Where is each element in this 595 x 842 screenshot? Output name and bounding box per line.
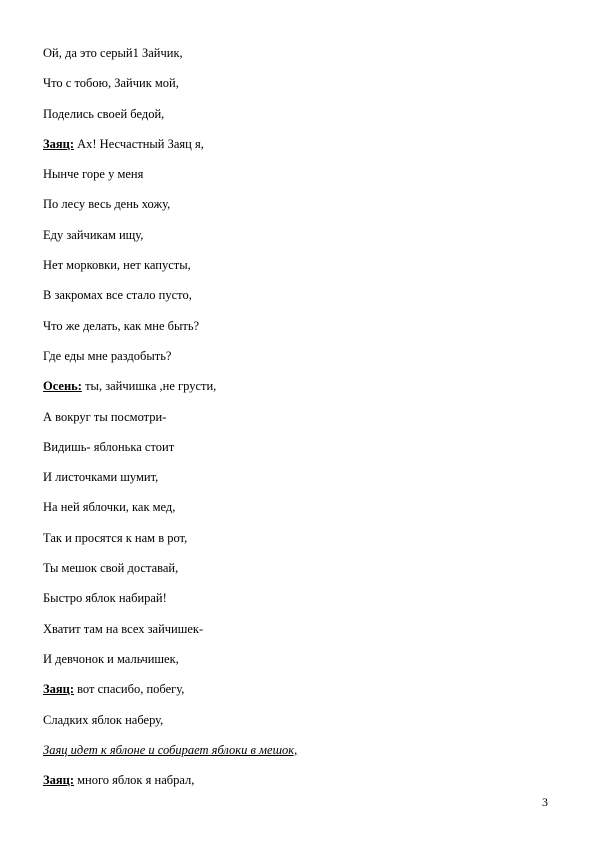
line-text: На ней яблочки, как мед, bbox=[43, 500, 176, 515]
line-text: Еду зайчикам ищу, bbox=[43, 227, 144, 242]
text-line bbox=[43, 591, 563, 621]
text-line bbox=[43, 167, 563, 197]
text-line bbox=[43, 228, 563, 258]
text-line bbox=[43, 713, 563, 743]
line-text: А вокруг ты посмотри- bbox=[43, 409, 167, 424]
stage-direction-line bbox=[43, 743, 563, 773]
line-text: Что с тобою, Зайчик мой, bbox=[43, 76, 179, 91]
line-text: Где еды мне раздобыть? bbox=[43, 348, 172, 363]
line-text: много яблок я набрал, bbox=[73, 773, 195, 788]
text-line bbox=[43, 622, 563, 652]
speaker-label: Осень: bbox=[43, 379, 82, 394]
line-text: Так и просятся к нам в рот, bbox=[43, 530, 188, 545]
line-text: Нет морковки, нет капусты, bbox=[43, 258, 191, 273]
text-line bbox=[43, 561, 563, 591]
text-line bbox=[43, 531, 563, 561]
line-text: ты, зайчишка ,не грусти, bbox=[81, 379, 217, 394]
line-text: Ах! Несчастный Заяц я, bbox=[73, 136, 204, 151]
line-text: Видишь- яблонька стоит bbox=[43, 439, 175, 454]
text-line bbox=[43, 107, 563, 137]
poem-text bbox=[43, 46, 563, 803]
line-text: По лесу весь день хожу, bbox=[43, 197, 171, 212]
line-text: Быстро яблок набирай! bbox=[43, 591, 167, 606]
line-text: Хватит там на всех зайчишек- bbox=[43, 621, 204, 636]
text-line bbox=[43, 379, 563, 409]
text-line bbox=[43, 470, 563, 500]
line-text: И листочками шумит, bbox=[43, 470, 159, 485]
speaker-label: Заяц: bbox=[43, 682, 74, 697]
text-line bbox=[43, 76, 563, 106]
text-line bbox=[43, 682, 563, 712]
text-line bbox=[43, 197, 563, 227]
speaker-label: Заяц: bbox=[43, 773, 74, 788]
line-text: Сладких яблок наберу, bbox=[43, 712, 164, 727]
text-line bbox=[43, 288, 563, 318]
line-text: Ты мешок свой доставай, bbox=[43, 561, 179, 576]
text-line bbox=[43, 500, 563, 530]
text-line bbox=[43, 137, 563, 167]
line-text: Что же делать, как мне быть? bbox=[43, 318, 200, 333]
text-line bbox=[43, 410, 563, 440]
text-line bbox=[43, 258, 563, 288]
line-text: Поделись своей бедой, bbox=[43, 106, 165, 121]
line-text: Нынче горе у меня bbox=[43, 167, 144, 182]
line-text: И девчонок и мальчишек, bbox=[43, 651, 179, 666]
line-text: Ой, да это серый1 Зайчик, bbox=[43, 46, 183, 60]
page-number: 3 bbox=[542, 795, 548, 809]
speaker-label: Заяц: bbox=[43, 136, 74, 151]
stage-direction: Заяц идет к яблоне и собирает яблоки в мешок, bbox=[43, 742, 298, 757]
text-line bbox=[43, 773, 563, 803]
text-line bbox=[43, 349, 563, 379]
line-text: вот спасибо, побегу, bbox=[73, 682, 185, 697]
text-line bbox=[43, 319, 563, 349]
text-line bbox=[43, 652, 563, 682]
text-line bbox=[43, 440, 563, 470]
text-line bbox=[43, 46, 563, 76]
line-text: В закромах все стало пусто, bbox=[43, 288, 192, 303]
